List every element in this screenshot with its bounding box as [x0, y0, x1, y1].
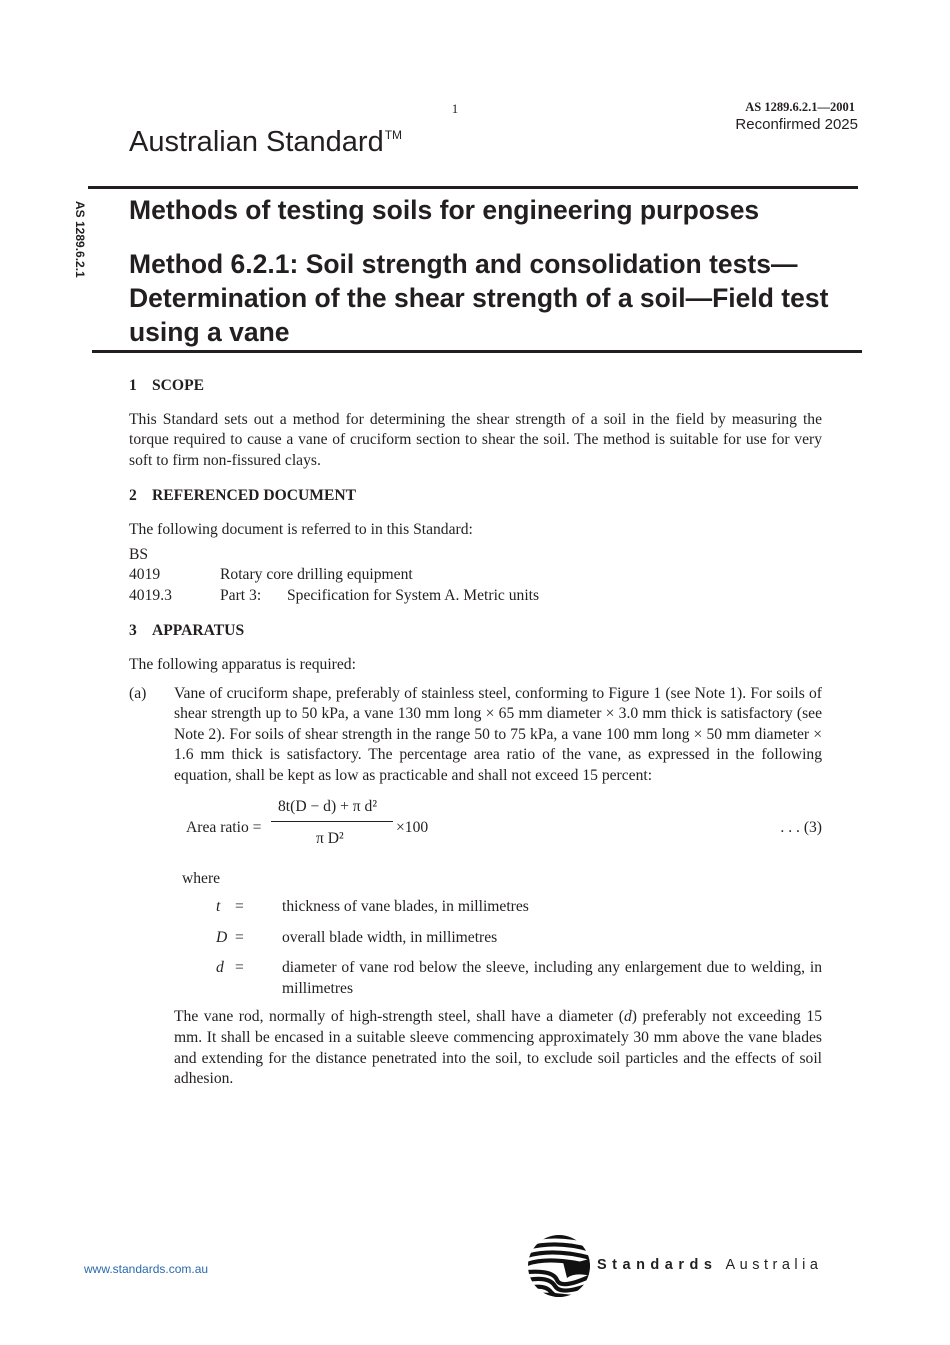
ref-title: Specification for System A. Metric units	[287, 586, 540, 604]
vane-rod-paragraph	[174, 1007, 822, 1089]
definition-text: diameter of vane rod below the sleeve, including any enlargement due to welding, in millimetres	[282, 959, 822, 997]
rod-text-part: The vane rod, normally of high-strength steel, shall have a diameter (	[174, 1008, 624, 1026]
bottom-divider	[92, 350, 862, 353]
website-link[interactable]: www.standards.com.au	[84, 1262, 209, 1276]
logo-word-australia: Australia	[725, 1257, 823, 1273]
item-label: (a)	[129, 684, 147, 702]
section-title: APPARATUS	[152, 622, 245, 640]
referenced-row	[129, 586, 822, 607]
equation-denominator: π D²	[316, 829, 344, 847]
definition-row	[174, 928, 822, 949]
scope-paragraph: This Standard sets out a method for determining the shear strength of a soil in the field by measuring the torque required to cause a vane of cruciform section to shear the soil. The method is suitable for use for very soft to firm non-fissured clays.	[129, 410, 822, 469]
definition-symbol: d	[216, 959, 224, 977]
ref-code: 4019	[129, 566, 161, 584]
section-title: SCOPE	[152, 377, 204, 394]
side-standard-code	[70, 198, 90, 298]
section-number: 1	[129, 377, 137, 394]
apparatus-item-a	[129, 684, 822, 787]
brand-name: Australian Standard	[129, 126, 384, 158]
ref-code: 4019.3	[129, 586, 172, 604]
standards-australia-logo	[527, 1232, 867, 1300]
referenced-org: BS	[129, 545, 149, 563]
equation-numerator: 8t(D − d) + π d²	[278, 797, 377, 815]
apparatus-intro: The following apparatus is required:	[129, 655, 356, 673]
definition-row	[174, 958, 822, 999]
document-body	[129, 376, 822, 1090]
definition-symbol: t	[216, 898, 221, 916]
rod-text-part: ) preferably not exceeding 15 mm. It shall be encased in a suitable sleeve commencing approximately 30 mm above the vane blades and extending for the distance penetrated into the soil, to exclude soil particles and the effects of soil adhesion.	[174, 1008, 822, 1088]
logo-word-standards: Standards	[597, 1257, 718, 1273]
top-divider	[88, 186, 858, 189]
section-number: 2	[129, 487, 137, 505]
method-title: Method 6.2.1: Soil strength and consolidation tests—Determination of the shear strength of a soil—Field test using a vane	[129, 249, 829, 347]
logo-wordmark	[597, 1257, 822, 1273]
definition-symbol: D	[216, 928, 228, 946]
ref-part: Part 3:	[220, 586, 262, 604]
ref-title: Rotary core drilling equipment	[220, 566, 413, 584]
definition-equals: =	[235, 928, 244, 946]
trademark-mark: TM	[384, 128, 403, 142]
section-heading-referenced	[129, 486, 822, 507]
area-ratio-equation	[174, 797, 822, 859]
definition-text: overall blade width, in millimetres	[282, 928, 498, 946]
definition-equals: =	[235, 898, 244, 916]
where-label: where	[182, 869, 221, 887]
section-heading-apparatus	[129, 621, 822, 642]
logo-globe-icon	[527, 1232, 591, 1300]
item-text: Vane of cruciform shape, preferably of stainless steel, conforming to Figure 1 (see Note 1). For soils of shear strength up to 50 kPa, a vane 130 mm long × 65 mm diameter × 3.0 mm thick is satisfactory (see Note 2). For soils of shear strength in the range 50 to 75 kPa, a vane 100 mm long × 50 mm diameter × 1.6 mm thick is satisfactory. The percentage area ratio of the vane, as expressed in the following equation, shall be kept as low as practicable and shall not exceed 15 percent:	[174, 684, 822, 784]
fraction-bar	[271, 821, 393, 822]
section-title: REFERENCED DOCUMENT	[152, 487, 357, 505]
equation-reference: . . . (3)	[780, 818, 822, 836]
equation-multiplier: ×100	[396, 818, 429, 836]
section-number: 3	[129, 622, 137, 640]
definition-text: thickness of vane blades, in millimetres	[282, 898, 529, 916]
definition-equals: =	[235, 959, 244, 977]
referenced-row	[129, 565, 822, 586]
standard-code: AS 1289.6.2.1—2001	[745, 100, 855, 114]
equation-lhs: Area ratio =	[186, 818, 262, 836]
rod-text-symbol: d	[623, 1008, 632, 1026]
side-code-text: AS 1289.6.2.1	[73, 201, 87, 278]
referenced-intro: The following document is referred to in this Standard:	[129, 520, 473, 538]
section-heading-scope	[129, 376, 822, 397]
document-title: Methods of testing soils for engineering purposes	[129, 195, 760, 225]
page-number: 1	[451, 101, 459, 116]
reconfirmed-label: Reconfirmed 2025	[735, 116, 858, 133]
brand-title	[129, 126, 401, 159]
definition-row	[174, 897, 822, 918]
